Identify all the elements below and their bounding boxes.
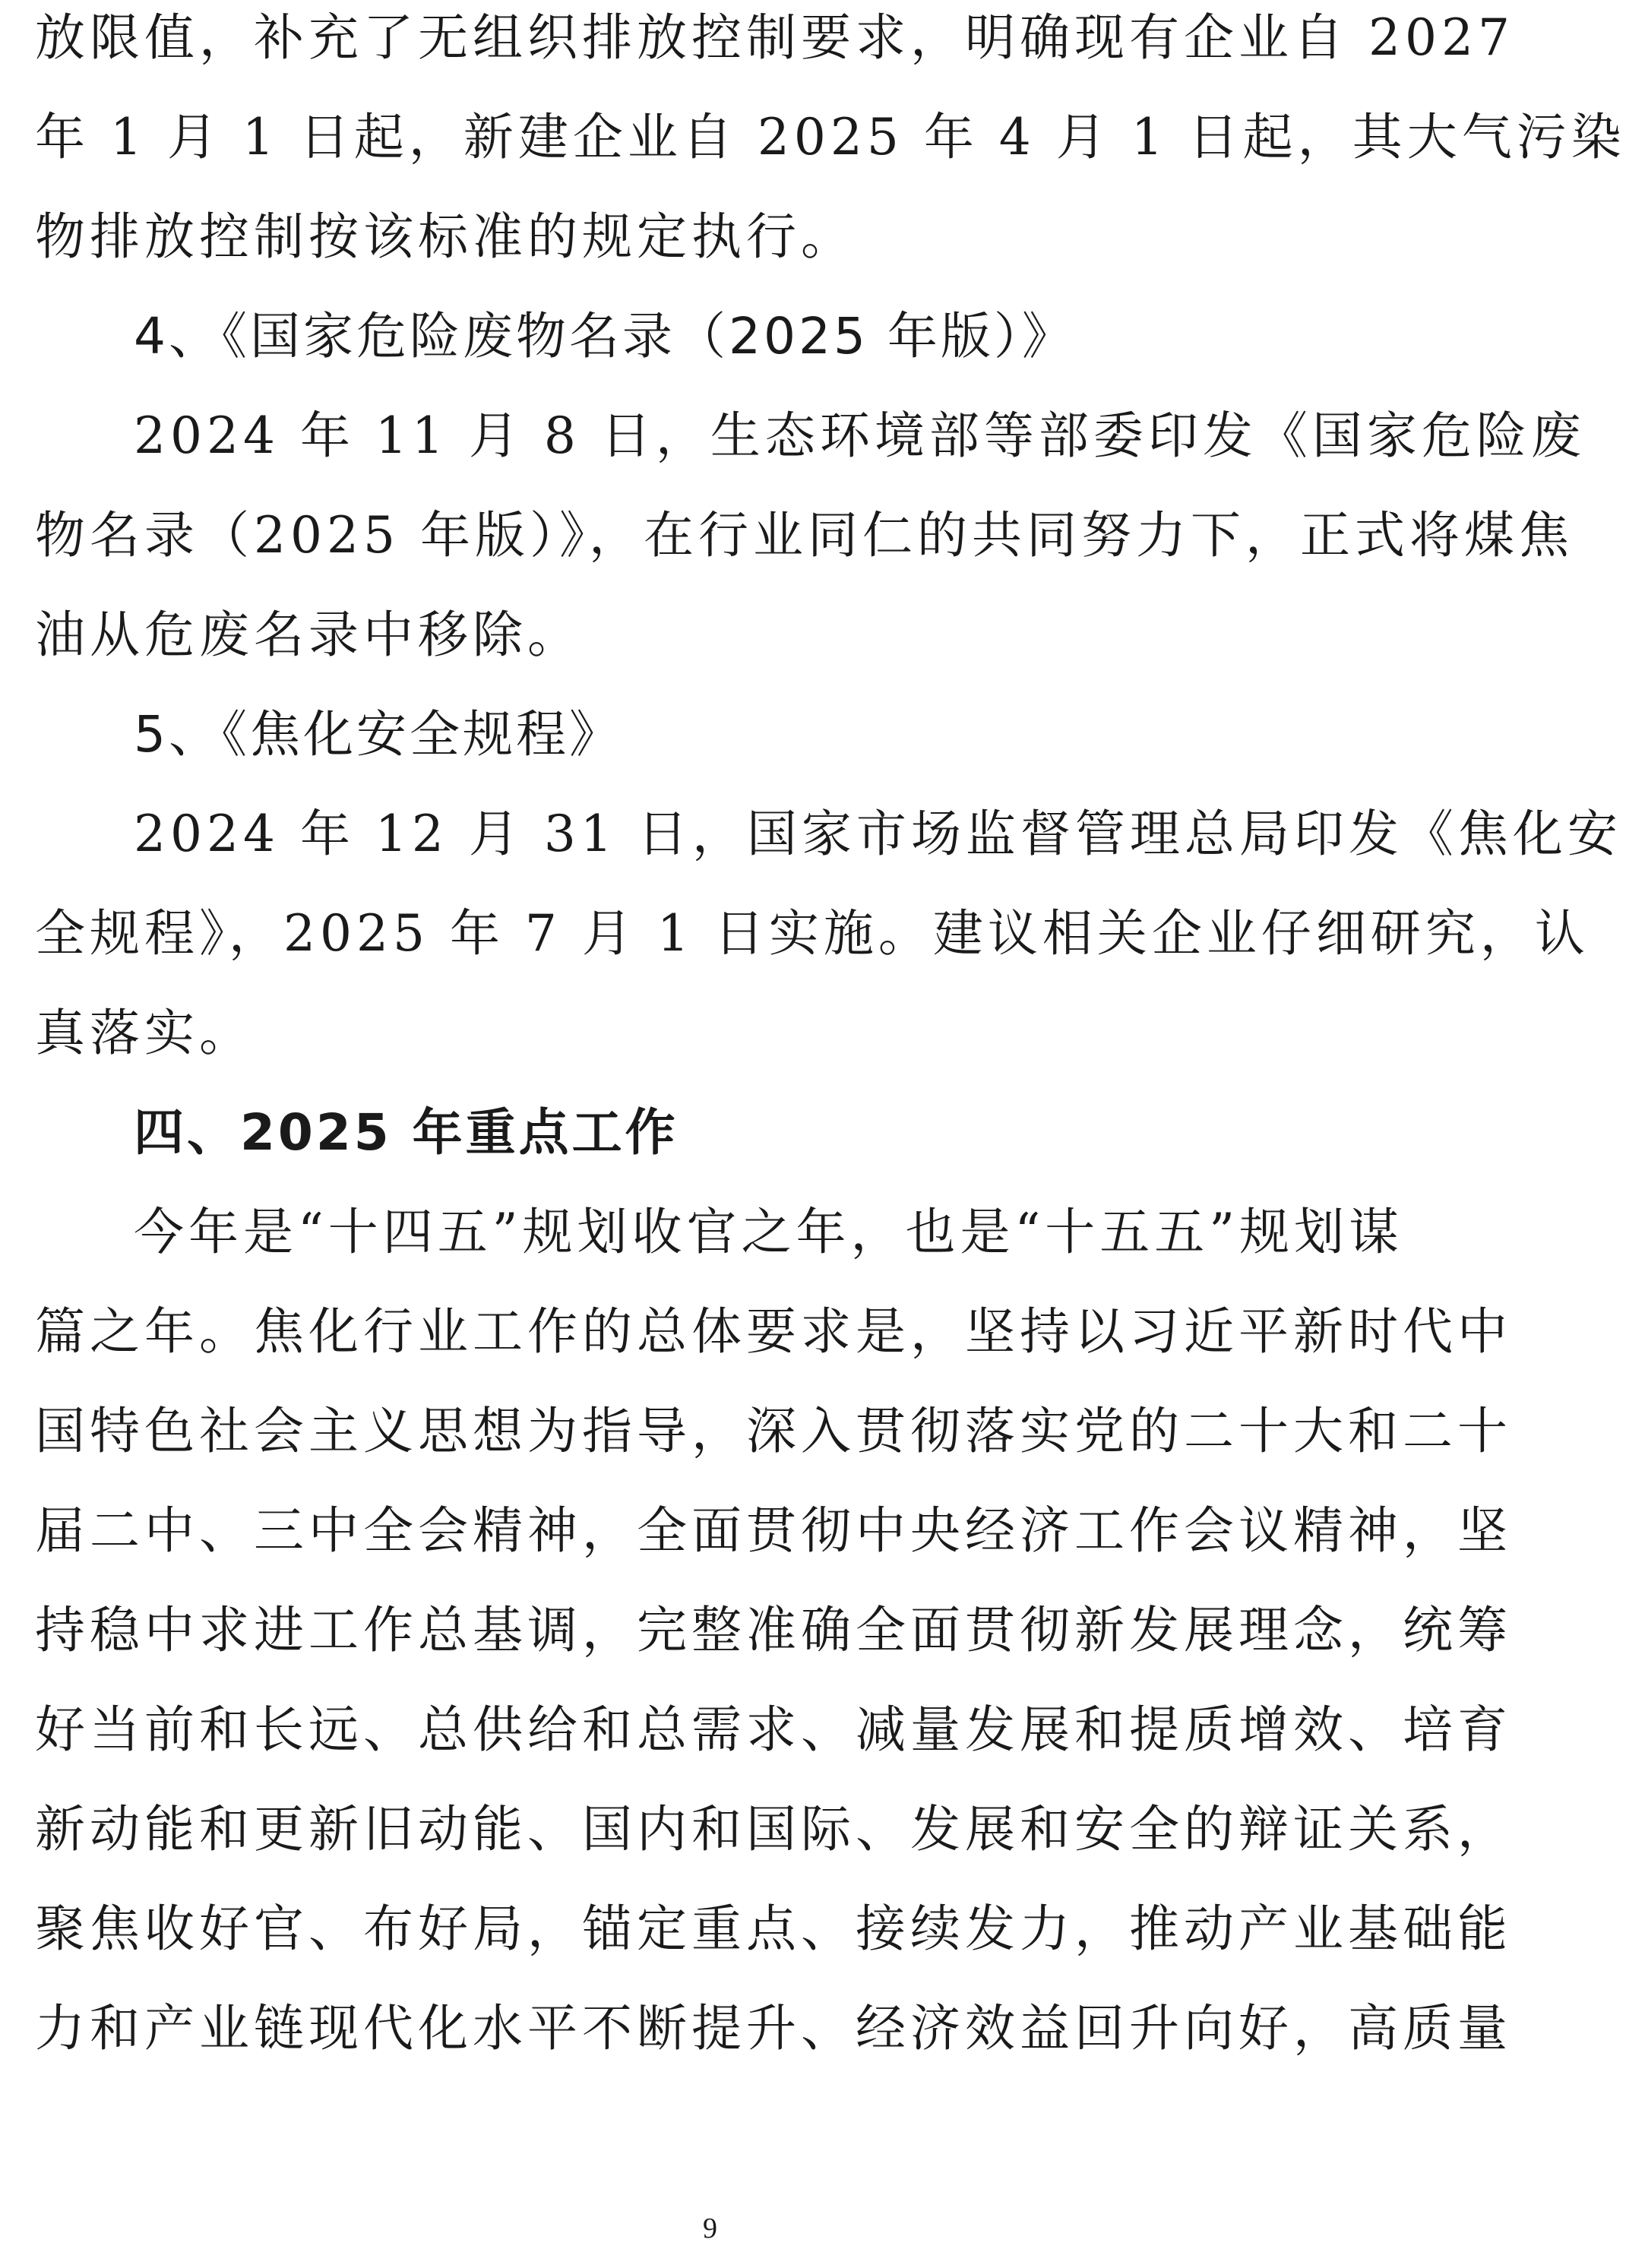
body-text-line: 真落实。 xyxy=(35,1004,254,1062)
body-text-line: 力和产业链现代化水平不断提升、经济效益回升向好，高质量 xyxy=(35,1999,1512,2058)
body-text-line: 聚焦收好官、布好局，锚定重点、接续发力，推动产业基础能 xyxy=(35,1899,1512,1958)
page-number: 9 xyxy=(703,2213,717,2244)
body-text-line: 全规程》，2025 年 7 月 1 日实施。建议相关企业仔细研究，认 xyxy=(35,904,1590,963)
body-text-line: 新动能和更新旧动能、国内和国际、发展和安全的辩证关系， xyxy=(35,1800,1512,1858)
body-text-line: 油从危废名录中移除。 xyxy=(35,606,582,664)
body-text-line: 今年是“十四五”规划收官之年，也是“十五五”规划谋 xyxy=(134,1203,1403,1261)
subsection-title: 5、《焦化安全规程》 xyxy=(134,705,622,764)
body-text-line: 物名录（2025 年版）》，在行业同仁的共同努力下，正式将煤焦 xyxy=(35,506,1574,565)
body-text-line: 持稳中求进工作总基调，完整准确全面贯彻新发展理念，统筹 xyxy=(35,1601,1512,1659)
body-text-line: 国特色社会主义思想为指导，深入贯彻落实党的二十大和二十 xyxy=(35,1402,1512,1460)
body-text-line: 放限值，补充了无组织排放控制要求，明确现有企业自 2027 xyxy=(35,8,1514,67)
subsection-title: 4、《国家危险废物名录（2025 年版）》 xyxy=(134,307,1075,365)
body-text-line: 物排放控制按该标准的规定执行。 xyxy=(35,207,856,266)
body-text-line: 篇之年。焦化行业工作的总体要求是，坚持以习近平新时代中 xyxy=(35,1302,1512,1361)
body-text-line: 2024 年 11 月 8 日，生态环境部等部委印发《国家危险废 xyxy=(134,406,1586,465)
body-text-line: 2024 年 12 月 31 日，国家市场监督管理总局印发《焦化安 xyxy=(134,805,1622,863)
body-text-line: 年 1 月 1 日起，新建企业自 2025 年 4 月 1 日起，其大气污染 xyxy=(35,108,1626,166)
section-heading: 四、2025 年重点工作 xyxy=(134,1103,679,1162)
body-text-line: 届二中、三中全会精神，全面贯彻中央经济工作会议精神，坚 xyxy=(35,1501,1512,1560)
body-text-line: 好当前和长远、总供给和总需求、减量发展和提质增效、培育 xyxy=(35,1700,1512,1759)
